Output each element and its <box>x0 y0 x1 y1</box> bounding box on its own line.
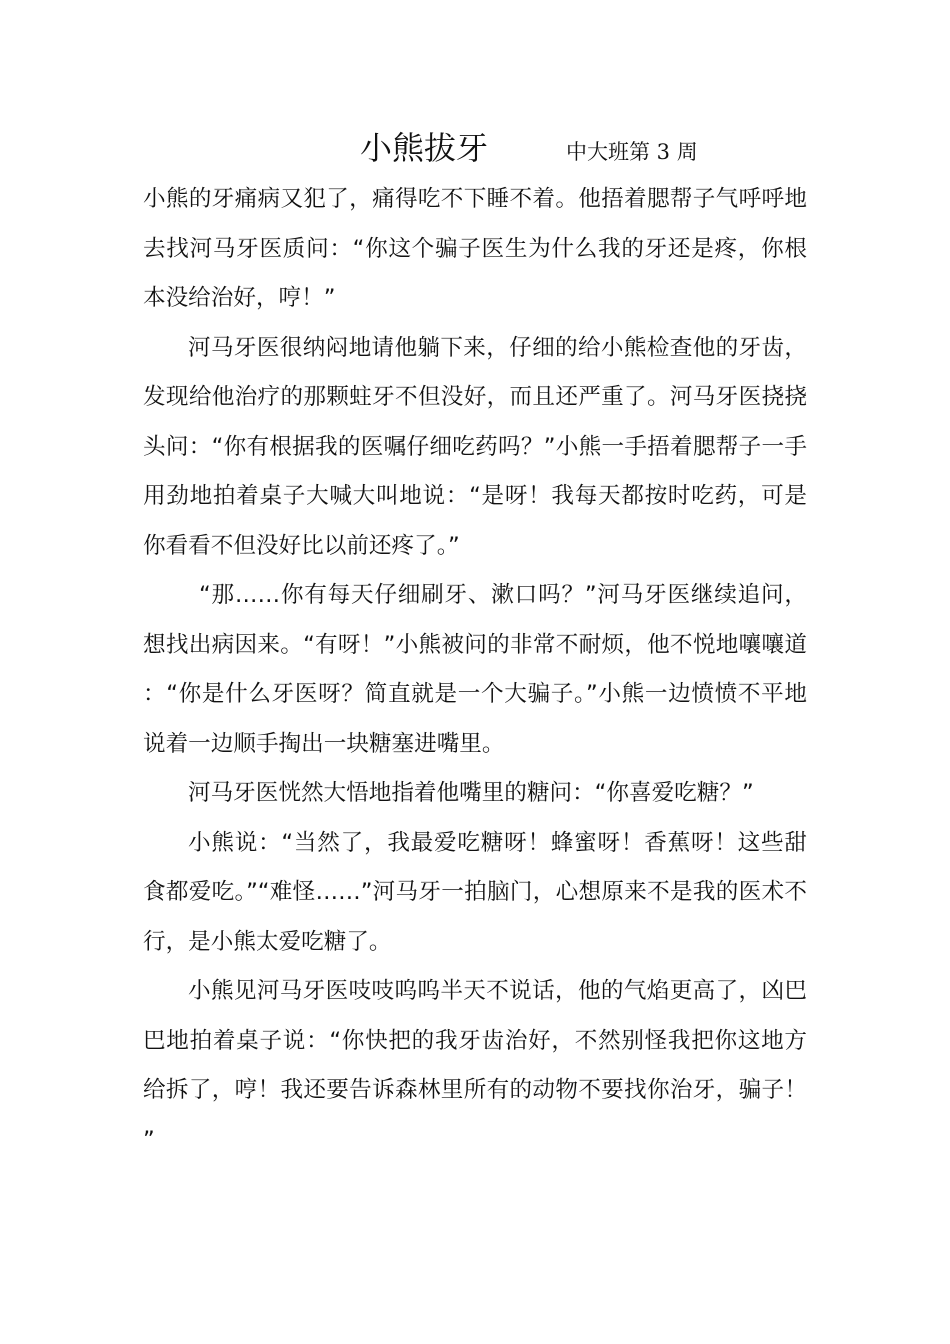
title-row <box>0 124 950 174</box>
paragraph-2: 河马牙医很纳闷地请他躺下来，仔细的给小熊检查他的牙齿，发现给他治疗的那颗蛀牙不但没好，而且还严重了。河马牙医挠挠头问：“你有根据我的医嘱仔细吃药吗？”小熊一手捂着腮帮子一手用劲地拍着桌子大喊大叫地说：“是呀！我每天都按时吃药，可是你看看不但没好比以前还疼了。” <box>143 334 807 559</box>
paragraph-3: “那……你有每天仔细刷牙、漱口吗？”河马牙医继续追问，想找出病因来。“有呀！”小熊被问的非常不耐烦，他不悦地嚷嚷道：“你是什么牙医呀？简直就是一个大骗子。”小熊一边愤愤不平地说着一边顺手掏出一块糖塞进嘴里。 <box>143 582 807 757</box>
paragraph-1: 小熊的牙痛病又犯了，痛得吃不下睡不着。他捂着腮帮子气呼呼地去找河马牙医质问：“你这个骗子医生为什么我的牙还是疼，你根本没给治好，哼！” <box>143 186 807 311</box>
paragraph-4: 河马牙医恍然大悟地指着他嘴里的糖问：“你喜爱吃糖？” <box>188 780 754 806</box>
class-week-label: 中大班第 3 周 <box>566 140 698 164</box>
paragraph-6: 小熊见河马牙医吱吱呜呜半天不说话，他的气焰更高了，凶巴巴地拍着桌子说：“你快把的我牙齿治好，不然别怪我把你这地方给拆了，哼！我还要告诉森林里所有的动物不要找你治牙，骗子！” <box>143 978 807 1153</box>
story-title: 小熊拔牙 <box>360 129 489 167</box>
paragraph-5: 小熊说：“当然了，我最爱吃糖呀！蜂蜜呀！香蕉呀！这些甜食都爱吃。”“难怪……”河马牙一拍脑门，心想原来不是我的医术不行，是小熊太爱吃糖了。 <box>143 829 807 955</box>
story-body <box>143 175 807 1165</box>
